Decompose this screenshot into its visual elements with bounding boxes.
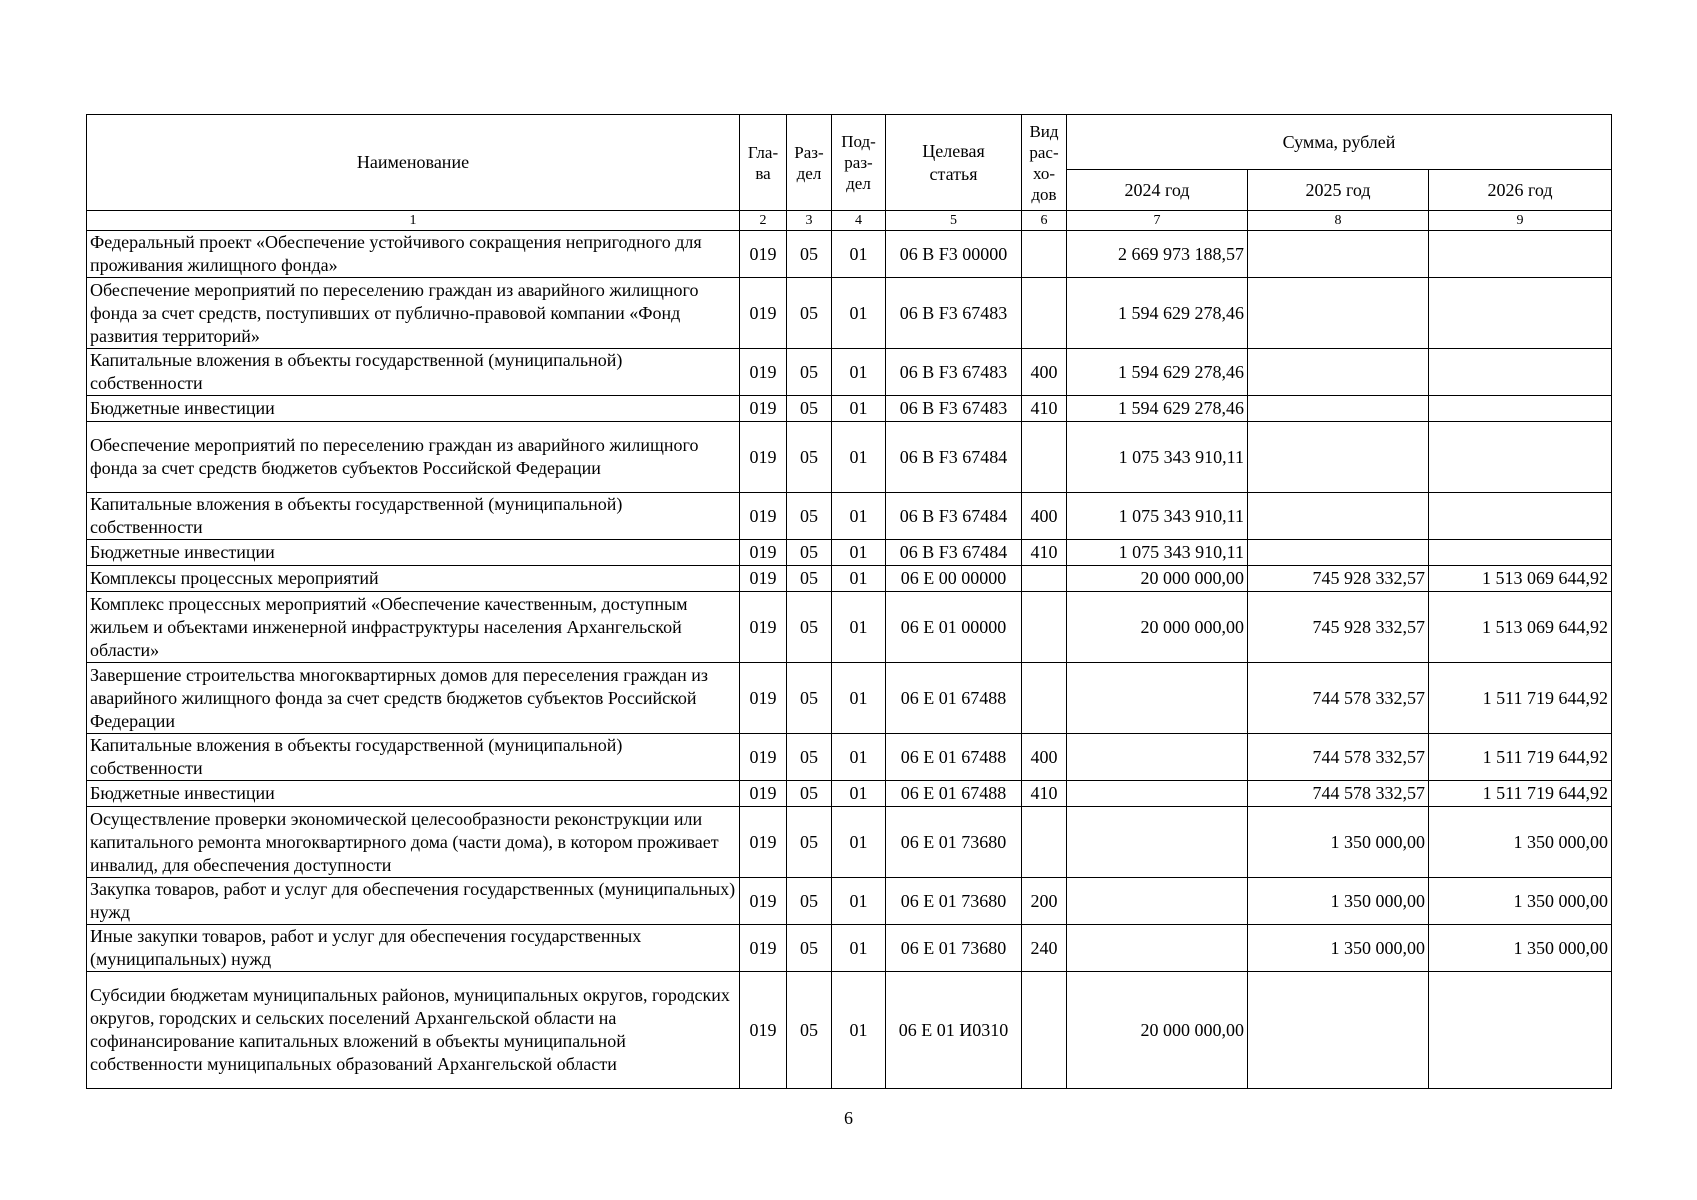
table-row bbox=[87, 972, 1612, 1089]
row-podrazdel: 01 bbox=[832, 592, 886, 663]
table-row bbox=[87, 592, 1612, 663]
row-celevaya: 06 В F3 00000 bbox=[886, 231, 1022, 278]
row-podrazdel: 01 bbox=[832, 734, 886, 781]
row-2025 bbox=[1248, 396, 1429, 422]
row-name: Осуществление проверки экономической целесообразности реконструкции или капитального ремонта многоквартирного дома (части дома), в котором проживает инвалид, для обеспечения доступности bbox=[87, 807, 740, 878]
row-glava: 019 bbox=[740, 493, 787, 540]
row-2024: 1 075 343 910,11 bbox=[1067, 540, 1248, 566]
row-vid bbox=[1022, 566, 1067, 592]
row-2025 bbox=[1248, 422, 1429, 493]
row-2026: 1 350 000,00 bbox=[1429, 878, 1612, 925]
header-vid bbox=[1022, 115, 1067, 211]
row-2024: 1 075 343 910,11 bbox=[1067, 493, 1248, 540]
row-name: Бюджетные инвестиции bbox=[87, 781, 740, 807]
row-glava: 019 bbox=[740, 592, 787, 663]
column-number: 3 bbox=[787, 211, 832, 231]
header-razdel bbox=[787, 115, 832, 211]
page-number: 6 bbox=[844, 1108, 853, 1128]
row-celevaya: 06 Е 01 00000 bbox=[886, 592, 1022, 663]
column-number-row bbox=[87, 211, 1612, 231]
column-number: 1 bbox=[87, 211, 740, 231]
row-podrazdel: 01 bbox=[832, 925, 886, 972]
row-celevaya: 06 Е 01 73680 bbox=[886, 807, 1022, 878]
row-name: Иные закупки товаров, работ и услуг для обеспечения государственных (муниципальных) нужд bbox=[87, 925, 740, 972]
row-podrazdel: 01 bbox=[832, 663, 886, 734]
row-2025 bbox=[1248, 493, 1429, 540]
row-celevaya: 06 Е 01 73680 bbox=[886, 925, 1022, 972]
row-podrazdel: 01 bbox=[832, 231, 886, 278]
row-razdel: 05 bbox=[787, 663, 832, 734]
row-2025: 1 350 000,00 bbox=[1248, 925, 1429, 972]
row-name: Капитальные вложения в объекты государственной (муниципальной) собственности bbox=[87, 734, 740, 781]
row-2024 bbox=[1067, 734, 1248, 781]
budget-table bbox=[86, 114, 1612, 1089]
row-vid: 410 bbox=[1022, 540, 1067, 566]
table-row bbox=[87, 349, 1612, 396]
row-razdel: 05 bbox=[787, 807, 832, 878]
column-number: 6 bbox=[1022, 211, 1067, 231]
row-name: Капитальные вложения в объекты государственной (муниципальной) собственности bbox=[87, 493, 740, 540]
row-vid bbox=[1022, 422, 1067, 493]
row-razdel: 05 bbox=[787, 925, 832, 972]
row-2025 bbox=[1248, 278, 1429, 349]
row-2026: 1 350 000,00 bbox=[1429, 807, 1612, 878]
row-celevaya: 06 В F3 67483 bbox=[886, 396, 1022, 422]
row-2025 bbox=[1248, 349, 1429, 396]
row-2024: 2 669 973 188,57 bbox=[1067, 231, 1248, 278]
row-razdel: 05 bbox=[787, 781, 832, 807]
row-razdel: 05 bbox=[787, 493, 832, 540]
row-2026: 1 511 719 644,92 bbox=[1429, 734, 1612, 781]
row-glava: 019 bbox=[740, 734, 787, 781]
row-glava: 019 bbox=[740, 972, 787, 1089]
row-vid bbox=[1022, 231, 1067, 278]
row-vid: 400 bbox=[1022, 734, 1067, 781]
table-row bbox=[87, 231, 1612, 278]
row-vid bbox=[1022, 663, 1067, 734]
row-podrazdel: 01 bbox=[832, 493, 886, 540]
row-name: Закупка товаров, работ и услуг для обеспечения государственных (муниципальных) нужд bbox=[87, 878, 740, 925]
row-celevaya: 06 Е 01 И0310 bbox=[886, 972, 1022, 1089]
row-2024: 1 594 629 278,46 bbox=[1067, 349, 1248, 396]
column-number: 8 bbox=[1248, 211, 1429, 231]
row-vid bbox=[1022, 278, 1067, 349]
row-2024: 1 594 629 278,46 bbox=[1067, 396, 1248, 422]
header-celevaya-label: Целевая статья bbox=[922, 140, 985, 184]
row-celevaya: 06 Е 01 73680 bbox=[886, 878, 1022, 925]
row-razdel: 05 bbox=[787, 396, 832, 422]
row-podrazdel: 01 bbox=[832, 566, 886, 592]
column-number: 9 bbox=[1429, 211, 1612, 231]
row-razdel: 05 bbox=[787, 734, 832, 781]
row-2026 bbox=[1429, 972, 1612, 1089]
row-celevaya: 06 В F3 67484 bbox=[886, 493, 1022, 540]
row-2024 bbox=[1067, 663, 1248, 734]
row-glava: 019 bbox=[740, 422, 787, 493]
row-2025: 745 928 332,57 bbox=[1248, 592, 1429, 663]
row-2026 bbox=[1429, 231, 1612, 278]
row-podrazdel: 01 bbox=[832, 396, 886, 422]
row-glava: 019 bbox=[740, 663, 787, 734]
table-row bbox=[87, 493, 1612, 540]
row-podrazdel: 01 bbox=[832, 781, 886, 807]
row-razdel: 05 bbox=[787, 278, 832, 349]
row-2024 bbox=[1067, 807, 1248, 878]
row-name: Комплекс процессных мероприятий «Обеспечение качественным, доступным жильем и объектами инженерной инфраструктуры населения Архангельской области» bbox=[87, 592, 740, 663]
table-row bbox=[87, 396, 1612, 422]
row-2026: 1 513 069 644,92 bbox=[1429, 592, 1612, 663]
row-glava: 019 bbox=[740, 396, 787, 422]
table-row bbox=[87, 925, 1612, 972]
row-2024 bbox=[1067, 781, 1248, 807]
row-2026 bbox=[1429, 493, 1612, 540]
row-glava: 019 bbox=[740, 925, 787, 972]
row-podrazdel: 01 bbox=[832, 972, 886, 1089]
row-2025: 745 928 332,57 bbox=[1248, 566, 1429, 592]
table-row bbox=[87, 540, 1612, 566]
row-vid bbox=[1022, 592, 1067, 663]
row-glava: 019 bbox=[740, 231, 787, 278]
header-glava-label: Гла- ва bbox=[747, 142, 779, 183]
row-name: Комплексы процессных мероприятий bbox=[87, 566, 740, 592]
row-2025: 1 350 000,00 bbox=[1248, 878, 1429, 925]
row-vid: 240 bbox=[1022, 925, 1067, 972]
row-2025: 1 350 000,00 bbox=[1248, 807, 1429, 878]
row-razdel: 05 bbox=[787, 972, 832, 1089]
table-row bbox=[87, 422, 1612, 493]
row-podrazdel: 01 bbox=[832, 349, 886, 396]
row-vid: 400 bbox=[1022, 493, 1067, 540]
row-2024: 20 000 000,00 bbox=[1067, 592, 1248, 663]
header-vid-label: Вид рас- хо- дов bbox=[1029, 121, 1059, 204]
row-vid: 410 bbox=[1022, 396, 1067, 422]
header-celevaya bbox=[886, 115, 1022, 211]
row-2025: 744 578 332,57 bbox=[1248, 734, 1429, 781]
row-name: Бюджетные инвестиции bbox=[87, 540, 740, 566]
header-glava bbox=[740, 115, 787, 211]
row-vid: 410 bbox=[1022, 781, 1067, 807]
row-celevaya: 06 Е 01 67488 bbox=[886, 663, 1022, 734]
row-2024: 20 000 000,00 bbox=[1067, 566, 1248, 592]
row-celevaya: 06 В F3 67483 bbox=[886, 278, 1022, 349]
row-name: Федеральный проект «Обеспечение устойчивого сокращения непригодного для проживания жилищного фонда» bbox=[87, 231, 740, 278]
row-celevaya: 06 В F3 67483 bbox=[886, 349, 1022, 396]
row-2026: 1 511 719 644,92 bbox=[1429, 663, 1612, 734]
header-name: Наименование bbox=[87, 115, 740, 211]
row-razdel: 05 bbox=[787, 566, 832, 592]
row-name: Обеспечение мероприятий по переселению граждан из аварийного жилищного фонда за счет средств, поступивших от публично-правовой компании «Фонд развития территорий» bbox=[87, 278, 740, 349]
row-celevaya: 06 Е 00 00000 bbox=[886, 566, 1022, 592]
row-glava: 019 bbox=[740, 349, 787, 396]
row-2024: 1 075 343 910,11 bbox=[1067, 422, 1248, 493]
row-2026 bbox=[1429, 278, 1612, 349]
row-celevaya: 06 В F3 67484 bbox=[886, 540, 1022, 566]
row-vid: 400 bbox=[1022, 349, 1067, 396]
row-2026: 1 513 069 644,92 bbox=[1429, 566, 1612, 592]
row-name: Капитальные вложения в объекты государственной (муниципальной) собственности bbox=[87, 349, 740, 396]
row-vid bbox=[1022, 807, 1067, 878]
row-podrazdel: 01 bbox=[832, 278, 886, 349]
row-2026 bbox=[1429, 540, 1612, 566]
header-2026: 2026 год bbox=[1429, 170, 1612, 211]
row-razdel: 05 bbox=[787, 878, 832, 925]
row-razdel: 05 bbox=[787, 592, 832, 663]
row-razdel: 05 bbox=[787, 231, 832, 278]
row-glava: 019 bbox=[740, 781, 787, 807]
row-glava: 019 bbox=[740, 807, 787, 878]
header-summa: Сумма, рублей bbox=[1067, 115, 1612, 170]
table-row bbox=[87, 566, 1612, 592]
row-glava: 019 bbox=[740, 878, 787, 925]
row-2026: 1 350 000,00 bbox=[1429, 925, 1612, 972]
row-2025 bbox=[1248, 540, 1429, 566]
table-row bbox=[87, 781, 1612, 807]
table-row bbox=[87, 663, 1612, 734]
header-2024: 2024 год bbox=[1067, 170, 1248, 211]
row-2024: 1 594 629 278,46 bbox=[1067, 278, 1248, 349]
row-vid: 200 bbox=[1022, 878, 1067, 925]
row-celevaya: 06 В F3 67484 bbox=[886, 422, 1022, 493]
column-number: 4 bbox=[832, 211, 886, 231]
row-name: Обеспечение мероприятий по переселению граждан из аварийного жилищного фонда за счет средств бюджетов субъектов Российской Федерации bbox=[87, 422, 740, 493]
row-name: Бюджетные инвестиции bbox=[87, 396, 740, 422]
row-2026 bbox=[1429, 396, 1612, 422]
row-2025: 744 578 332,57 bbox=[1248, 663, 1429, 734]
row-razdel: 05 bbox=[787, 422, 832, 493]
row-podrazdel: 01 bbox=[832, 878, 886, 925]
row-razdel: 05 bbox=[787, 349, 832, 396]
row-2026 bbox=[1429, 349, 1612, 396]
row-2025: 744 578 332,57 bbox=[1248, 781, 1429, 807]
row-2025 bbox=[1248, 972, 1429, 1089]
row-2024 bbox=[1067, 925, 1248, 972]
row-podrazdel: 01 bbox=[832, 807, 886, 878]
row-razdel: 05 bbox=[787, 540, 832, 566]
row-podrazdel: 01 bbox=[832, 422, 886, 493]
row-podrazdel: 01 bbox=[832, 540, 886, 566]
column-number: 7 bbox=[1067, 211, 1248, 231]
row-2026: 1 511 719 644,92 bbox=[1429, 781, 1612, 807]
table-row bbox=[87, 878, 1612, 925]
header-podrazdel-label: Под- раз- дел bbox=[841, 132, 876, 193]
column-number: 5 bbox=[886, 211, 1022, 231]
row-2024: 20 000 000,00 bbox=[1067, 972, 1248, 1089]
row-glava: 019 bbox=[740, 540, 787, 566]
row-2026 bbox=[1429, 422, 1612, 493]
row-name: Завершение строительства многоквартирных домов для переселения граждан из аварийного жилищного фонда за счет средств бюджетов субъектов Российской Федерации bbox=[87, 663, 740, 734]
table-row bbox=[87, 734, 1612, 781]
header-razdel-label: Раз- дел bbox=[794, 142, 824, 183]
row-glava: 019 bbox=[740, 566, 787, 592]
column-number: 2 bbox=[740, 211, 787, 231]
row-celevaya: 06 Е 01 67488 bbox=[886, 734, 1022, 781]
table-row bbox=[87, 278, 1612, 349]
header-2025: 2025 год bbox=[1248, 170, 1429, 211]
row-2025 bbox=[1248, 231, 1429, 278]
row-2024 bbox=[1067, 878, 1248, 925]
row-vid bbox=[1022, 972, 1067, 1089]
row-celevaya: 06 Е 01 67488 bbox=[886, 781, 1022, 807]
header-podrazdel bbox=[832, 115, 886, 211]
row-name: Субсидии бюджетам муниципальных районов, муниципальных округов, городских округов, городских и сельских поселений Архангельской области на софинансирование капитальных вложений в объекты муниципальной собственности муниципальных образований Архангельской области bbox=[87, 972, 740, 1089]
table-row bbox=[87, 807, 1612, 878]
row-glava: 019 bbox=[740, 278, 787, 349]
